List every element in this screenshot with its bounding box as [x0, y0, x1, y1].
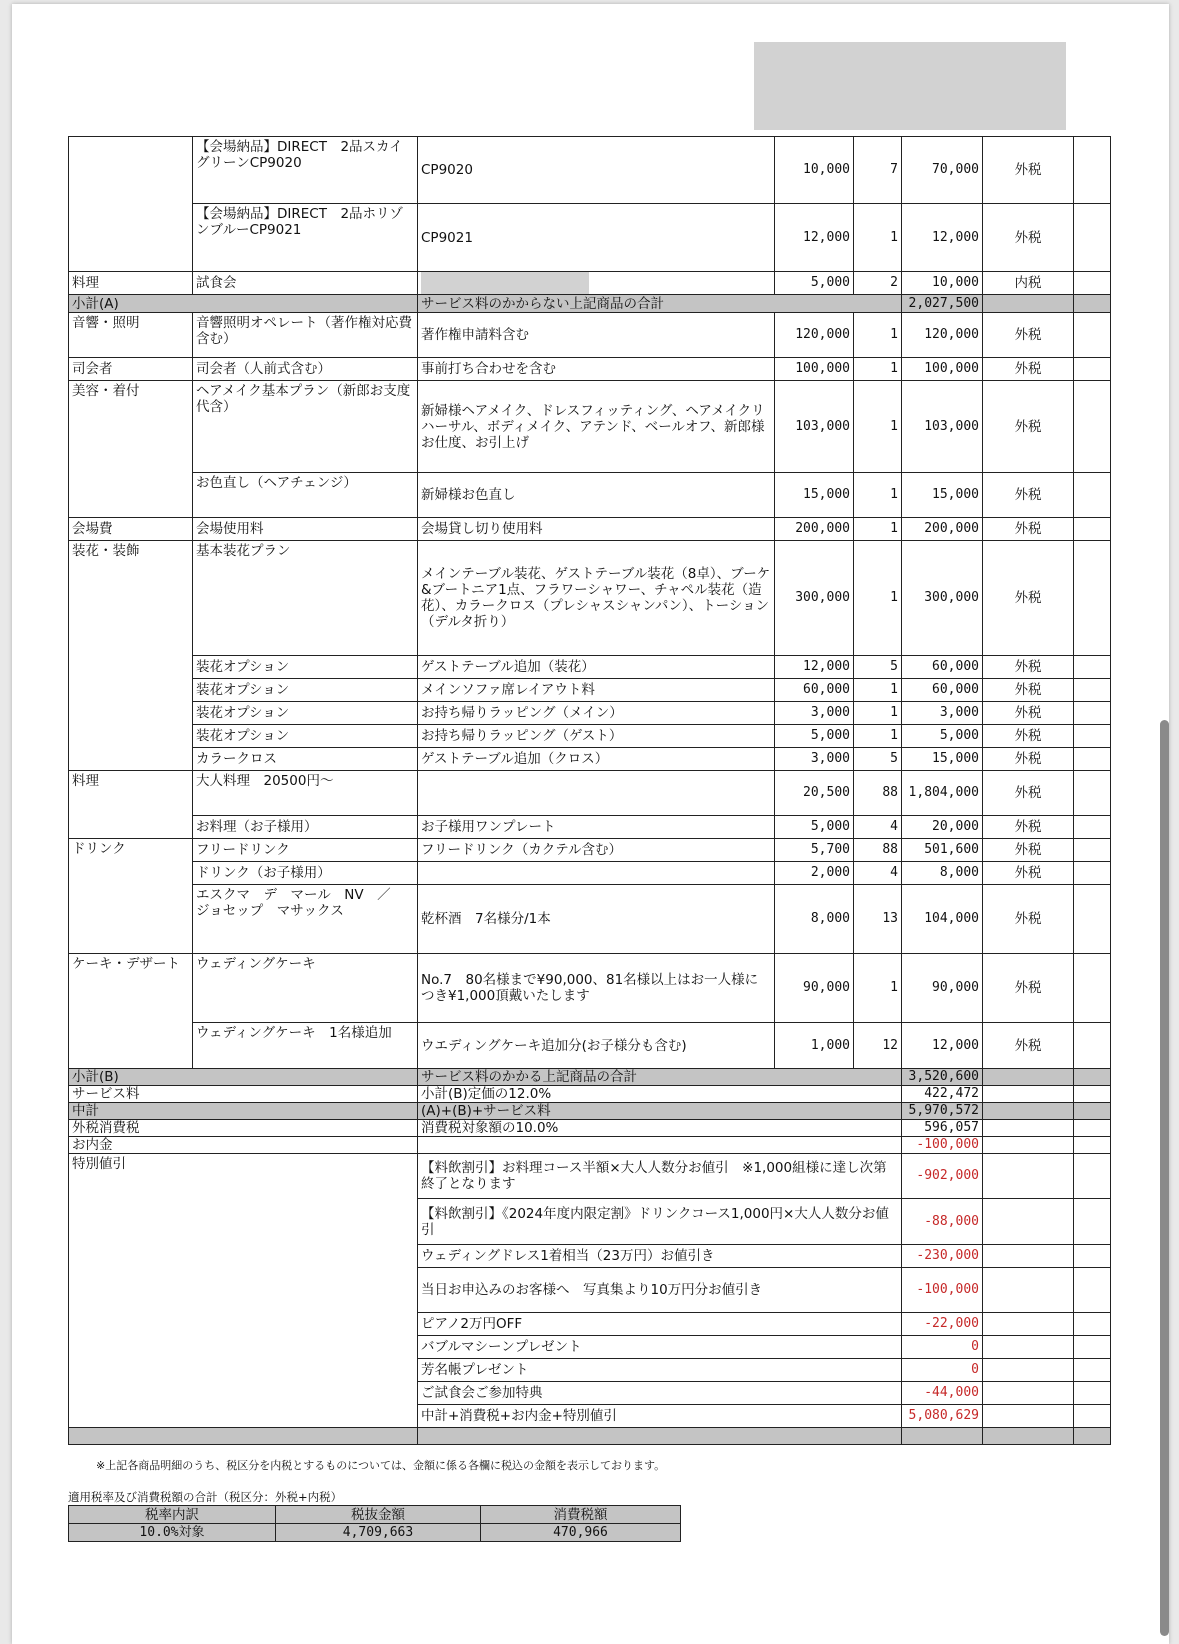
table-row	[69, 748, 1111, 771]
table-row	[69, 679, 1111, 702]
amount-cell: 103,000	[902, 381, 983, 473]
desc-cell: メインソファ席レイアウト料	[418, 679, 775, 702]
category-cell: ケーキ・デザート	[69, 954, 193, 1069]
discount-amount: -100,000	[902, 1268, 983, 1313]
amount-cell: 501,600	[902, 839, 983, 862]
discount-amount: 5,080,629	[902, 1405, 983, 1428]
category-cell: ドリンク	[69, 839, 193, 954]
blank-cell	[1074, 137, 1111, 204]
desc-cell: No.7 80名様まで¥90,000、81名様以上はお一人様につき¥1,000頂戴いたします	[418, 954, 775, 1023]
blank-cell	[1074, 541, 1111, 656]
qty-cell: 12	[854, 1023, 902, 1069]
desc-cell: ゲストテーブル追加（装花）	[418, 656, 775, 679]
blank-cell	[983, 1137, 1074, 1154]
item-cell: ウェディングケーキ	[193, 954, 418, 1023]
category-cell: 美容・着付	[69, 381, 193, 518]
table-row	[69, 313, 1111, 358]
unit-price-cell: 90,000	[775, 954, 854, 1023]
category-cell	[69, 137, 193, 272]
discount-amount: 0	[902, 1359, 983, 1382]
item-cell: ウェディングケーキ 1名様追加	[193, 1023, 418, 1069]
discount-row	[69, 1154, 1111, 1199]
qty-cell: 1	[854, 204, 902, 272]
qty-cell: 5	[854, 656, 902, 679]
discount-desc: ピアノ2万円OFF	[418, 1313, 902, 1336]
table-row	[69, 954, 1111, 1023]
amount-cell: 1,804,000	[902, 771, 983, 816]
amount-cell: 104,000	[902, 885, 983, 954]
desc-cell: 著作権申請料含む	[418, 313, 775, 358]
summary-desc: サービス料のかからない上記商品の合計	[418, 295, 902, 313]
desc-cell: 事前打ち合わせを含む	[418, 358, 775, 381]
summary-label: 中計	[69, 1103, 418, 1120]
blank-cell	[1074, 1359, 1111, 1382]
amount-cell: 120,000	[902, 313, 983, 358]
desc-cell	[418, 771, 775, 816]
qty-cell: 1	[854, 702, 902, 725]
tax-type-cell: 外税	[983, 1023, 1074, 1069]
summary-label: 特別値引	[69, 1154, 418, 1428]
unit-price-cell: 120,000	[775, 313, 854, 358]
amount-cell: 60,000	[902, 679, 983, 702]
tax-type-cell: 外税	[983, 541, 1074, 656]
desc-cell: 新婦様ヘアメイク、ドレスフィッティング、ヘアメイクリハーサル、ボディメイク、アテンド、ベールオフ、新郎様お仕度、お引上げ	[418, 381, 775, 473]
blank-cell	[1074, 272, 1111, 295]
category-cell: 料理	[69, 771, 193, 839]
tax-type-cell: 外税	[983, 725, 1074, 748]
unit-price-cell: 5,000	[775, 816, 854, 839]
qty-cell: 7	[854, 137, 902, 204]
blank-cell	[983, 1154, 1074, 1199]
tax-type-cell: 外税	[983, 771, 1074, 816]
summary-amount: 596,057	[902, 1120, 983, 1137]
blank-cell	[983, 1336, 1074, 1359]
amount-cell: 15,000	[902, 748, 983, 771]
unit-price-cell: 15,000	[775, 473, 854, 518]
amount-cell: 300,000	[902, 541, 983, 656]
table-row	[69, 541, 1111, 656]
item-cell: 【会場納品】DIRECT 2品スカイグリーンCP9020	[193, 137, 418, 204]
rate-header-row	[69, 1506, 681, 1524]
table-row	[69, 862, 1111, 885]
tax-type-cell: 外税	[983, 358, 1074, 381]
discount-amount: -902,000	[902, 1154, 983, 1199]
tax-type-cell: 外税	[983, 137, 1074, 204]
table-row	[69, 839, 1111, 862]
blank-cell	[1074, 885, 1111, 954]
summary-amount: -100,000	[902, 1137, 983, 1154]
blank-cell	[1074, 1245, 1111, 1268]
blank-cell	[1074, 702, 1111, 725]
desc-cell: CP9020	[418, 137, 775, 204]
scrollbar-thumb[interactable]	[1160, 720, 1169, 1636]
item-cell: 装花オプション	[193, 702, 418, 725]
rate-header: 消費税額	[481, 1506, 681, 1524]
blank-cell	[983, 1359, 1074, 1382]
desc-cell: 会場貸し切り使用料	[418, 518, 775, 541]
table-row	[69, 816, 1111, 839]
unit-price-cell: 3,000	[775, 748, 854, 771]
discount-amount: 0	[902, 1336, 983, 1359]
discount-amount: -22,000	[902, 1313, 983, 1336]
blank-cell	[983, 1428, 1074, 1445]
desc-cell: CP9021	[418, 204, 775, 272]
tax-type-cell: 外税	[983, 862, 1074, 885]
subtotal-row	[69, 1069, 1111, 1086]
redacted-area	[754, 42, 1066, 130]
amount-cell: 3,000	[902, 702, 983, 725]
item-cell: 装花オプション	[193, 656, 418, 679]
tax-type-cell: 外税	[983, 656, 1074, 679]
blank-cell	[1074, 1120, 1111, 1137]
unit-price-cell: 3,000	[775, 702, 854, 725]
item-cell: 基本装花プラン	[193, 541, 418, 656]
blank-cell	[1074, 679, 1111, 702]
blank-cell	[983, 295, 1074, 313]
amount-cell: 70,000	[902, 137, 983, 204]
item-cell: 司会者（人前式含む）	[193, 358, 418, 381]
qty-cell: 1	[854, 541, 902, 656]
item-cell: 装花オプション	[193, 679, 418, 702]
summary-desc: サービス料のかかる上記商品の合計	[418, 1069, 902, 1086]
rate-table-title: 適用税率及び消費税額の合計（税区分：外税+内税）	[68, 1490, 343, 1504]
discount-desc: バブルマシーンプレゼント	[418, 1336, 902, 1359]
category-cell: 司会者	[69, 358, 193, 381]
amount-cell: 5,000	[902, 725, 983, 748]
desc-cell: ウエディングケーキ追加分(お子様分も含む)	[418, 1023, 775, 1069]
table-row	[69, 1023, 1111, 1069]
tax-type-cell: 外税	[983, 816, 1074, 839]
blank-cell	[983, 1086, 1074, 1103]
discount-desc: ウェディングドレス1着相当（23万円）お値引き	[418, 1245, 902, 1268]
blank-cell	[1074, 204, 1111, 272]
summary-desc: 小計(B)定価の12.0%	[418, 1086, 902, 1103]
tax-type-cell: 外税	[983, 748, 1074, 771]
item-cell: 音響照明オペレート（著作権対応費含む）	[193, 313, 418, 358]
unit-price-cell: 12,000	[775, 656, 854, 679]
blank-cell	[983, 1245, 1074, 1268]
summary-label: サービス料	[69, 1086, 418, 1103]
table-row	[69, 473, 1111, 518]
blank-cell	[983, 1069, 1074, 1086]
unit-price-cell: 5,700	[775, 839, 854, 862]
desc-cell	[418, 272, 775, 295]
qty-cell: 88	[854, 771, 902, 816]
amount-cell: 12,000	[902, 1023, 983, 1069]
desc-cell: お持ち帰りラッピング（ゲスト）	[418, 725, 775, 748]
blank-cell	[1074, 954, 1111, 1023]
item-cell: 装花オプション	[193, 725, 418, 748]
discount-desc: 【料飲割引】お料理コース半額×大人人数分お値引 ※1,000組様に達し次第終了となります	[418, 1154, 902, 1199]
amount-cell: 10,000	[902, 272, 983, 295]
item-cell: ヘアメイク基本プラン（新郎お支度代含）	[193, 381, 418, 473]
table-row	[69, 885, 1111, 954]
discount-desc: 芳名帳プレゼント	[418, 1359, 902, 1382]
tax-type-cell: 内税	[983, 272, 1074, 295]
qty-cell: 1	[854, 358, 902, 381]
qty-cell: 1	[854, 518, 902, 541]
rate-value-row	[69, 1524, 681, 1542]
summary-label: 外税消費税	[69, 1120, 418, 1137]
blank-cell	[1074, 1336, 1111, 1359]
table-row	[69, 656, 1111, 679]
table-row	[69, 518, 1111, 541]
amount-cell: 200,000	[902, 518, 983, 541]
category-cell: 音響・照明	[69, 313, 193, 358]
blank-cell	[983, 1120, 1074, 1137]
unit-price-cell: 20,500	[775, 771, 854, 816]
item-cell: エスクマ デ マール NV ／ ジョセップ マサックス	[193, 885, 418, 954]
qty-cell: 1	[854, 954, 902, 1023]
blank-cell	[1074, 295, 1111, 313]
item-cell: フリードリンク	[193, 839, 418, 862]
rate-value: 10.0%対象	[69, 1524, 276, 1542]
tax-rate-table	[68, 1505, 681, 1542]
blank-cell	[1074, 725, 1111, 748]
discount-desc: ご試食会ご参加特典	[418, 1382, 902, 1405]
blank-cell	[983, 1103, 1074, 1120]
desc-cell: お子様用ワンプレート	[418, 816, 775, 839]
blank-cell	[1074, 1405, 1111, 1428]
summary-label: 小計(B)	[69, 1069, 418, 1086]
subtotal-row	[69, 295, 1111, 313]
amount-cell: 90,000	[902, 954, 983, 1023]
tax-type-cell: 外税	[983, 518, 1074, 541]
table-row	[69, 358, 1111, 381]
summary-label: お内金	[69, 1137, 418, 1154]
blank-cell	[1074, 771, 1111, 816]
blank-cell	[1074, 1069, 1111, 1086]
discount-amount: -230,000	[902, 1245, 983, 1268]
category-cell: 装花・装飾	[69, 541, 193, 771]
blank-cell	[1074, 1268, 1111, 1313]
blank-cell	[1074, 1137, 1111, 1154]
summary-row	[69, 1086, 1111, 1103]
qty-cell: 1	[854, 679, 902, 702]
blank-cell	[1074, 1199, 1111, 1245]
item-cell: お色直し（ヘアチェンジ）	[193, 473, 418, 518]
tax-type-cell: 外税	[983, 702, 1074, 725]
item-cell: お料理（お子様用）	[193, 816, 418, 839]
amount-cell: 20,000	[902, 816, 983, 839]
table-row	[69, 771, 1111, 816]
qty-cell: 1	[854, 473, 902, 518]
discount-desc: 中計+消費税+お内金+特別値引	[418, 1405, 902, 1428]
summary-amount: 3,520,600	[902, 1069, 983, 1086]
rate-value: 4,709,663	[276, 1524, 481, 1542]
blank-cell	[1074, 1086, 1111, 1103]
amount-cell: 12,000	[902, 204, 983, 272]
unit-price-cell: 10,000	[775, 137, 854, 204]
desc-cell: フリードリンク（カクテル含む）	[418, 839, 775, 862]
amount-cell: 8,000	[902, 862, 983, 885]
qty-cell: 13	[854, 885, 902, 954]
blank-cell	[1074, 1103, 1111, 1120]
tax-type-cell: 外税	[983, 839, 1074, 862]
item-cell: 会場使用料	[193, 518, 418, 541]
desc-cell: お持ち帰りラッピング（メイン）	[418, 702, 775, 725]
qty-cell: 1	[854, 725, 902, 748]
tax-type-cell: 外税	[983, 313, 1074, 358]
blank-cell	[1074, 839, 1111, 862]
unit-price-cell: 2,000	[775, 862, 854, 885]
desc-cell	[418, 862, 775, 885]
unit-price-cell: 60,000	[775, 679, 854, 702]
blank-cell	[1074, 473, 1111, 518]
blank-cell	[1074, 1313, 1111, 1336]
desc-cell: 新婦様お色直し	[418, 473, 775, 518]
tax-type-cell: 外税	[983, 679, 1074, 702]
blank-cell	[1074, 748, 1111, 771]
amount-cell: 60,000	[902, 656, 983, 679]
summary-amount: 5,970,572	[902, 1103, 983, 1120]
item-cell: ドリンク（お子様用）	[193, 862, 418, 885]
summary-desc: (A)+(B)+サービス料	[418, 1103, 902, 1120]
amount-cell: 15,000	[902, 473, 983, 518]
tax-type-cell: 外税	[983, 954, 1074, 1023]
rate-header: 税率内訳	[69, 1506, 276, 1524]
qty-cell: 1	[854, 313, 902, 358]
tax-type-cell: 外税	[983, 204, 1074, 272]
blank-cell	[1074, 656, 1111, 679]
table-row	[69, 381, 1111, 473]
desc-cell: ゲストテーブル追加（クロス）	[418, 748, 775, 771]
unit-price-cell: 103,000	[775, 381, 854, 473]
unit-price-cell: 300,000	[775, 541, 854, 656]
summary-label	[69, 1428, 418, 1445]
unit-price-cell: 200,000	[775, 518, 854, 541]
tax-type-cell: 外税	[983, 473, 1074, 518]
table-row	[69, 204, 1111, 272]
amount-cell: 100,000	[902, 358, 983, 381]
grand-total-amount	[902, 1428, 983, 1445]
desc-cell: メインテーブル装花、ゲストテーブル装花（8卓）、ブーケ&ブートニア1点、フラワーシャワー、チャペル装花（造花）、カラークロス（プレシャスシャンパン）、トーション（デルタ折り）	[418, 541, 775, 656]
discount-amount: -88,000	[902, 1199, 983, 1245]
blank-cell	[1074, 1428, 1111, 1445]
item-cell: カラークロス	[193, 748, 418, 771]
blank-cell	[1074, 1382, 1111, 1405]
qty-cell: 88	[854, 839, 902, 862]
summary-desc	[418, 1428, 902, 1445]
category-cell: 会場費	[69, 518, 193, 541]
discount-amount: -44,000	[902, 1382, 983, 1405]
unit-price-cell: 8,000	[775, 885, 854, 954]
tax-type-cell: 外税	[983, 381, 1074, 473]
qty-cell: 4	[854, 862, 902, 885]
unit-price-cell: 100,000	[775, 358, 854, 381]
summary-row	[69, 1120, 1111, 1137]
estimate-table	[68, 136, 1111, 1445]
discount-desc: 【料飲割引】《2024年度内限定割》ドリンクコース1,000円×大人人数分お値引	[418, 1199, 902, 1245]
blank-cell	[983, 1382, 1074, 1405]
summary-amount: 422,472	[902, 1086, 983, 1103]
blank-cell	[983, 1268, 1074, 1313]
desc-cell: 乾杯酒 7名様分/1本	[418, 885, 775, 954]
blank-cell	[1074, 381, 1111, 473]
blank-cell	[983, 1313, 1074, 1336]
blank-cell	[983, 1199, 1074, 1245]
summary-desc: 消費税対象額の10.0%	[418, 1120, 902, 1137]
unit-price-cell: 5,000	[775, 272, 854, 295]
qty-cell: 2	[854, 272, 902, 295]
blank-cell	[1074, 1023, 1111, 1069]
blank-cell	[1074, 358, 1111, 381]
qty-cell: 5	[854, 748, 902, 771]
summary-desc	[418, 1137, 902, 1154]
summary-row	[69, 1137, 1111, 1154]
blank-cell	[1074, 862, 1111, 885]
table-row	[69, 702, 1111, 725]
total-row	[69, 1428, 1111, 1445]
discount-desc: 当日お申込みのお客様へ 写真集より10万円分お値引き	[418, 1268, 902, 1313]
table-row	[69, 137, 1111, 204]
unit-price-cell: 5,000	[775, 725, 854, 748]
qty-cell: 1	[854, 381, 902, 473]
item-cell: 【会場納品】DIRECT 2品ホリゾンブルーCP9021	[193, 204, 418, 272]
category-cell: 料理	[69, 272, 193, 295]
tax-note: ※上記各商品明細のうち、税区分を内税とするものについては、金額に係る各欄に税込の金額を表示しております。	[96, 1459, 666, 1472]
blank-cell	[1074, 816, 1111, 839]
subtotal-row	[69, 1103, 1111, 1120]
tax-type-cell: 外税	[983, 885, 1074, 954]
blank-cell	[1074, 1154, 1111, 1199]
rate-value: 470,966	[481, 1524, 681, 1542]
item-cell: 試食会	[193, 272, 418, 295]
redacted-area	[421, 272, 589, 294]
table-row	[69, 272, 1111, 295]
qty-cell: 4	[854, 816, 902, 839]
blank-cell	[983, 1405, 1074, 1428]
blank-cell	[1074, 518, 1111, 541]
table-row	[69, 725, 1111, 748]
unit-price-cell: 12,000	[775, 204, 854, 272]
summary-label: 小計(A)	[69, 295, 418, 313]
item-cell: 大人料理 20500円～	[193, 771, 418, 816]
unit-price-cell: 1,000	[775, 1023, 854, 1069]
rate-header: 税抜金額	[276, 1506, 481, 1524]
summary-amount: 2,027,500	[902, 295, 983, 313]
blank-cell	[1074, 313, 1111, 358]
